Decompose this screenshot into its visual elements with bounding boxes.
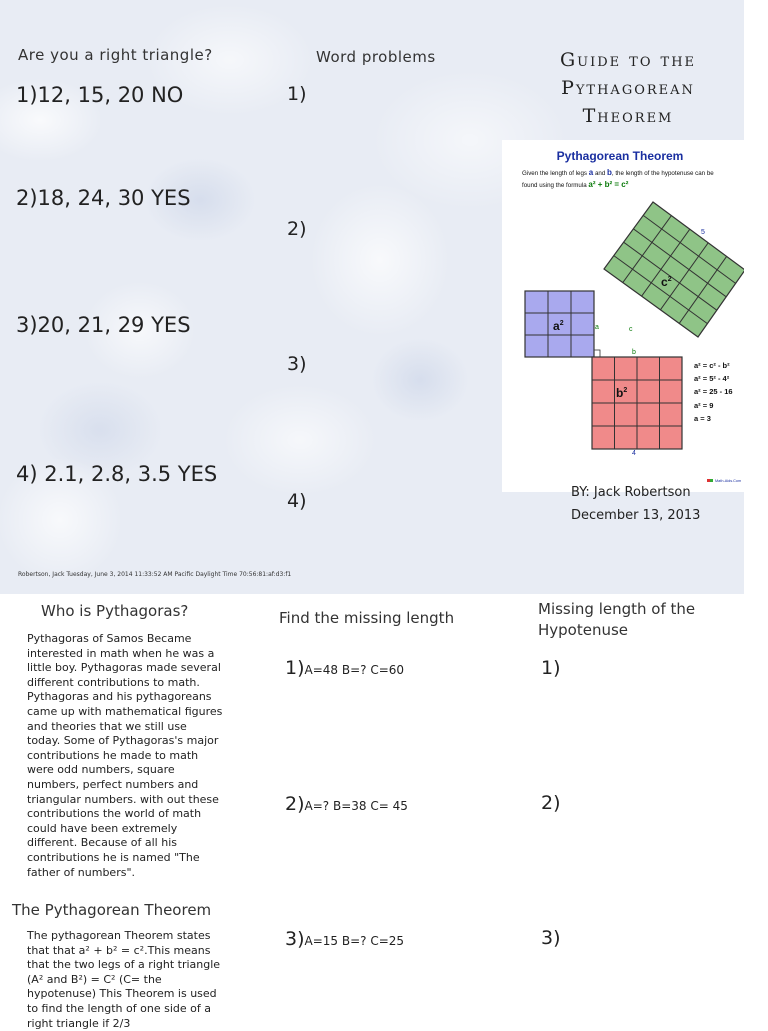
solution-step: a² = 25 - 16 [694,387,733,396]
pythagorean-diagram [502,140,744,492]
solution-step: a² = 5² - 4² [694,374,730,383]
author-line: BY: Jack Robertson [571,485,691,500]
leg-length-label: 4 [632,450,636,457]
solution-step: a² = c² - b² [694,361,730,370]
right-triangle-item: 2)18, 24, 30 YES [16,186,191,210]
guide-title: Guide to the Pythagorean Theorem [559,49,697,127]
diagram-description-line2: found using the formula a² + b² = c² [522,180,629,189]
word-problem-number: 2) [287,218,307,240]
side-c-label: c [629,326,633,333]
missing-length-heading: Find the missing length [279,609,455,627]
right-triangle-heading: Are you a right triangle? [18,46,213,64]
b-squared-label: $b^2$ [616,386,628,400]
hypotenuse-heading: Missing length of the Hypotenuse [538,600,696,639]
hypotenuse-item-number: 1) [541,657,561,679]
right-triangle-item: 1)12, 15, 20 NO [16,83,184,107]
missing-length-number: 2) [285,793,305,815]
word-problem-number: 1) [287,83,307,105]
theorem-paragraph: The pythagorean Theorem states that that a² + b² = c².This means that the two legs of a right triangle (A² and B²) = C² (C= the hypotenuse) This Theorem is used to find the length of one side of a right triangle if 2/3 [27,929,221,1030]
c-squared-label: $c^2$ [661,275,672,289]
right-triangle-item: 3)20, 21, 29 YES [16,313,191,337]
diagram-title: Pythagorean Theorem [556,149,684,163]
theorem-heading: The Pythagorean Theorem [12,901,212,919]
missing-length-number: 3) [285,928,305,950]
missing-length-number: 1) [285,657,305,679]
solution-step: a² = 9 [694,401,714,410]
print-footer: Robertson, Jack Tuesday, June 3, 2014 11:33:52 AM Pacific Daylight Time 70:56:81:af:d3:f1 [18,571,292,578]
side-b-label: b [632,349,636,356]
credit-logo [707,479,741,483]
missing-length-values: A=? B=38 C= 45 [304,799,408,813]
right-angle-marker [594,350,600,357]
missing-length-item [285,793,408,815]
hypotenuse-item-number: 2) [541,792,561,814]
who-paragraph: Pythagoras of Samos Became interested in math when he was a little boy. Pythagoras made several different contributions to math. Pythagoras and his pythagoreans came up with mathematical figures and theories that we still use today. Some of Pythagoras's major contributions he made to math were odd numbers, square numbers, perfect numbers and triangular numbers. with out these contributions the world of math could have been extremely different. Because of all his contributions he is named "The father of numbers". [27,632,223,879]
word-problems-heading: Word problems [316,48,436,66]
credit-text: Math-Aids.Com [715,479,742,483]
pythagorean-diagram-figure [502,140,744,492]
missing-length-values: A=15 B=? C=25 [304,934,405,948]
word-problem-number: 3) [287,353,307,375]
date-line: December 13, 2013 [571,508,701,523]
hypotenuse-length-label: 5 [701,229,705,236]
right-triangle-item: 4) 2.1, 2.8, 3.5 YES [16,462,218,486]
missing-length-item [285,657,404,679]
c-square [604,202,744,337]
missing-length-values: A=48 B=? C=60 [304,663,405,677]
c-square-fill [604,202,744,337]
hypotenuse-item-number: 3) [541,927,561,949]
missing-length-item [285,928,404,950]
word-problem-number: 4) [287,490,307,512]
diagram-description-line1: Given the length of legs a and b, the length of the hypotenuse can be [522,168,714,177]
b-square [592,357,682,457]
a-squared-label: $a^2$ [553,319,564,333]
solution-step: a = 3 [694,414,711,423]
a-square [525,291,594,357]
side-a-label: a [595,324,599,331]
who-heading: Who is Pythagoras? [41,602,189,620]
